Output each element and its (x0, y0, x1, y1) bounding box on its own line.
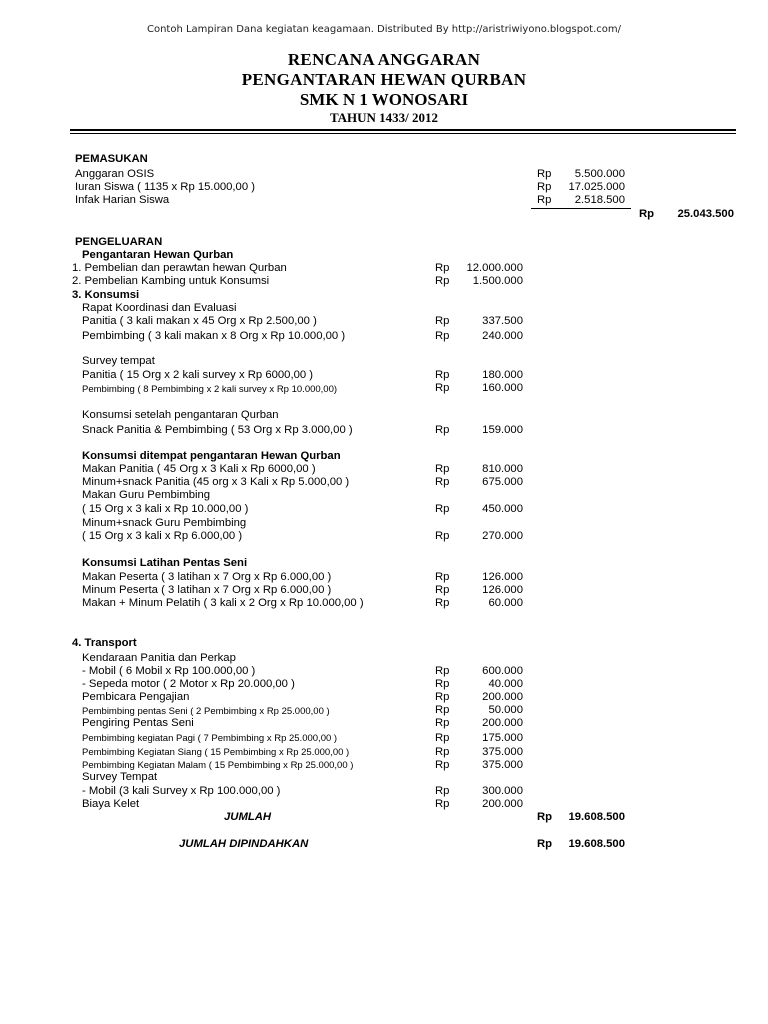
source-note: Contoh Lampiran Dana kegiatan keagamaan. Distributed By http://aristriwiyono.blogspot.com/ (146, 24, 622, 35)
title-line-2: PENGANTARAN HEWAN QURBAN (241, 70, 527, 89)
expense-label: Pembimbing ( 8 Pembimbing x 2 kali survey x Rp 10.000,00) (82, 384, 338, 395)
income-amount: 2.518.500 (574, 194, 625, 206)
expense-amount: 200.000 (482, 717, 523, 729)
jumlah-dipindahkan-label: JUMLAH DIPINDAHKAN (179, 838, 309, 850)
currency-label: Rp (435, 275, 450, 287)
expense-label: - Sepeda motor ( 2 Motor x Rp 20.000,00 ) (82, 678, 295, 690)
makan-guru-heading: Makan Guru Pembimbing (82, 489, 211, 501)
pengeluaran-heading: PENGELUARAN (75, 236, 163, 248)
expense-amount: 600.000 (482, 665, 523, 677)
survey-transport-heading: Survey Tempat (82, 771, 158, 783)
currency-label: Rp (537, 168, 552, 180)
transport-heading: 4. Transport (72, 637, 137, 649)
expense-label: ( 15 Org x 3 kali x Rp 10.000,00 ) (82, 503, 249, 515)
expense-label: Snack Panitia & Pembimbing ( 53 Org x Rp 3.000,00 ) (82, 424, 353, 436)
expense-label: Pembimbing Kegiatan Siang ( 15 Pembimbing x Rp 25.000,00 ) (82, 747, 350, 758)
expense-label: Makan + Minum Pelatih ( 3 kali x 2 Org x Rp 10.000,00 ) (82, 597, 364, 609)
kendaraan-heading: Kendaraan Panitia dan Perkap (82, 652, 236, 664)
expense-label: Pembimbing Kegiatan Malam ( 15 Pembimbing x Rp 25.000,00 ) (82, 760, 354, 771)
income-total: 25.043.500 (677, 208, 734, 220)
jumlah-dipindahkan-amount: 19.608.500 (568, 838, 625, 850)
currency-label: Rp (435, 798, 450, 810)
expense-label: Makan Peserta ( 3 latihan x 7 Org x Rp 6.000,00 ) (82, 571, 332, 583)
expense-amount: 175.000 (482, 732, 523, 744)
expense-amount: 240.000 (482, 330, 523, 342)
pengeluaran-subheading: Pengantaran Hewan Qurban (82, 249, 234, 261)
expense-label: Pengiring Pentas Seni (82, 717, 194, 729)
setelah-heading: Konsumsi setelah pengantaran Qurban (82, 409, 279, 421)
expense-amount: 375.000 (482, 759, 523, 771)
income-amount: 17.025.000 (568, 181, 625, 193)
currency-label: Rp (435, 717, 450, 729)
expense-amount: 180.000 (482, 369, 523, 381)
expense-amount: 40.000 (488, 678, 523, 690)
income-label: Anggaran OSIS (75, 168, 155, 180)
currency-label: Rp (537, 181, 552, 193)
expense-amount: 200.000 (482, 798, 523, 810)
income-amount: 5.500.000 (574, 168, 625, 180)
currency-label: Rp (537, 194, 552, 206)
expense-amount: 160.000 (482, 382, 523, 394)
minum-guru-heading: Minum+snack Guru Pembimbing (82, 517, 247, 529)
expense-amount: 60.000 (488, 597, 523, 609)
expense-amount: 12.000.000 (466, 262, 523, 274)
expense-amount: 126.000 (482, 571, 523, 583)
ditempat-heading: Konsumsi ditempat pengantaran Hewan Qurban (82, 450, 341, 462)
currency-label: Rp (435, 678, 450, 690)
subtotal-rule (531, 208, 631, 209)
currency-label: Rp (435, 262, 450, 274)
currency-label: Rp (537, 811, 553, 823)
income-label: Iuran Siswa ( 1135 x Rp 15.000,00 ) (75, 181, 256, 193)
currency-label: Rp (537, 838, 553, 850)
expense-label: Pembimbing kegiatan Pagi ( 7 Pembimbing x Rp 25.000,00 ) (82, 733, 338, 744)
currency-label: Rp (435, 732, 450, 744)
expense-amount: 1.500.000 (472, 275, 523, 287)
currency-label: Rp (639, 208, 655, 220)
income-label: Infak Harian Siswa (75, 194, 170, 206)
rapat-heading: Rapat Koordinasi dan Evaluasi (82, 302, 237, 314)
title-line-4: TAHUN 1433/ 2012 (329, 110, 439, 125)
expense-label: 2. Pembelian Kambing untuk Konsumsi (72, 275, 270, 287)
jumlah-amount: 19.608.500 (568, 811, 625, 823)
currency-label: Rp (435, 315, 450, 327)
expense-label: Pembimbing pentas Seni ( 2 Pembimbing x Rp 25.000,00 ) (82, 706, 330, 717)
pentas-heading: Konsumsi Latihan Pentas Seni (82, 557, 248, 569)
expense-label: Minum+snack Panitia (45 org x 3 Kali x Rp 5.000,00 ) (82, 476, 350, 488)
currency-label: Rp (435, 691, 450, 703)
konsumsi-heading: 3. Konsumsi (72, 289, 140, 301)
currency-label: Rp (435, 503, 450, 515)
currency-label: Rp (435, 785, 450, 797)
currency-label: Rp (435, 746, 450, 758)
currency-label: Rp (435, 476, 450, 488)
expense-amount: 810.000 (482, 463, 523, 475)
expense-label: - Mobil (3 kali Survey x Rp 100.000,00 ) (82, 785, 281, 797)
expense-label: Minum Peserta ( 3 latihan x 7 Org x Rp 6.000,00 ) (82, 584, 332, 596)
expense-label: Makan Panitia ( 45 Org x 3 Kali x Rp 6000,00 ) (82, 463, 316, 475)
expense-label: Panitia ( 15 Org x 2 kali survey x Rp 6000,00 ) (82, 369, 314, 381)
header-rule-thick (70, 129, 736, 131)
currency-label: Rp (435, 369, 450, 381)
currency-label: Rp (435, 704, 450, 716)
expense-label: Pembimbing ( 3 kali makan x 8 Org x Rp 10.000,00 ) (82, 330, 346, 342)
expense-label: - Mobil ( 6 Mobil x Rp 100.000,00 ) (82, 665, 256, 677)
currency-label: Rp (435, 530, 450, 542)
expense-amount: 50.000 (488, 704, 523, 716)
expense-label: 1. Pembelian dan perawtan hewan Qurban (72, 262, 287, 274)
expense-amount: 675.000 (482, 476, 523, 488)
currency-label: Rp (435, 382, 450, 394)
currency-label: Rp (435, 584, 450, 596)
jumlah-label: JUMLAH (224, 811, 272, 823)
currency-label: Rp (435, 597, 450, 609)
currency-label: Rp (435, 665, 450, 677)
expense-amount: 159.000 (482, 424, 523, 436)
currency-label: Rp (435, 330, 450, 342)
expense-amount: 450.000 (482, 503, 523, 515)
currency-label: Rp (435, 571, 450, 583)
title-line-3: SMK N 1 WONOSARI (299, 90, 469, 109)
expense-label: ( 15 Org x 3 kali x Rp 6.000,00 ) (82, 530, 243, 542)
currency-label: Rp (435, 759, 450, 771)
expense-label: Panitia ( 3 kali makan x 45 Org x Rp 2.500,00 ) (82, 315, 317, 327)
currency-label: Rp (435, 424, 450, 436)
expense-amount: 126.000 (482, 584, 523, 596)
expense-amount: 200.000 (482, 691, 523, 703)
title-line-1: RENCANA ANGGARAN (287, 50, 481, 69)
expense-amount: 300.000 (482, 785, 523, 797)
currency-label: Rp (435, 463, 450, 475)
expense-amount: 375.000 (482, 746, 523, 758)
expense-label: Biaya Kelet (82, 798, 140, 810)
header-rule-thin (70, 133, 736, 134)
survey-heading: Survey tempat (82, 355, 155, 367)
expense-amount: 270.000 (482, 530, 523, 542)
expense-amount: 337.500 (482, 315, 523, 327)
pemasukan-heading: PEMASUKAN (75, 153, 148, 165)
expense-label: Pembicara Pengajian (82, 691, 190, 703)
